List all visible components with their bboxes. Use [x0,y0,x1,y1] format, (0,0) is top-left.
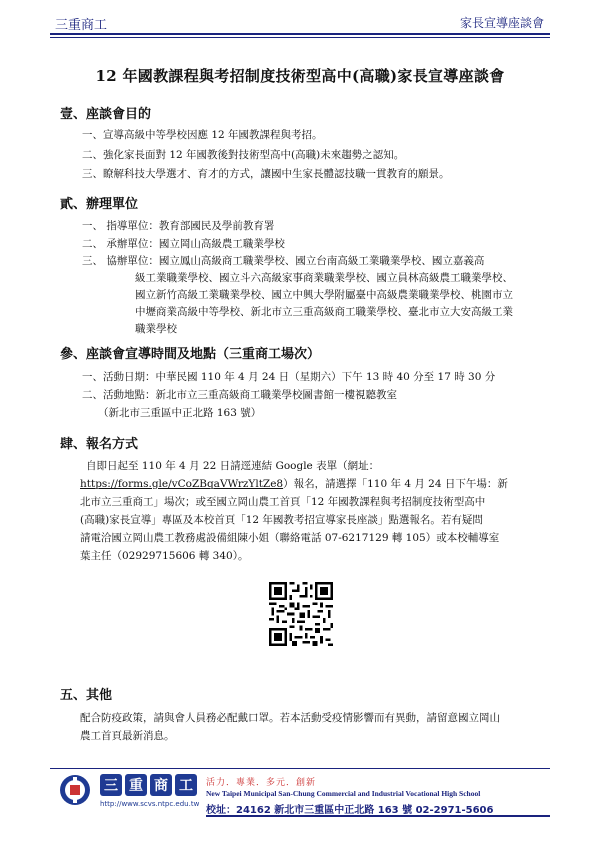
registration-line: 請電洽國立岡山農工教務處設備組陳小姐（聯絡電話 07-6217129 轉 105）或本校輔導室 [80,532,500,544]
header-rule [50,33,550,35]
section-2-item: 三、 協辦單位：國立鳳山高級商工職業學校、國立台南高級工業職業學校、國立嘉義高 [82,255,485,267]
school-website-link[interactable]: http://www.scvs.ntpc.edu.tw [100,800,200,808]
section-1-item: 一、宣導高級中等學校因應 12 年國教課程與考招。 [82,129,323,141]
section-1-item: 三、瞭解科技大學選才、育才的方式，讓國中生家長體認技職一貫教育的願景。 [82,168,450,180]
registration-line: https://forms.gle/vCoZBqaVWrzYltZe8）報名，請選擇「110 年 4 月 24 日下午場：新 [80,478,508,490]
header-school-name: 三重商工 [55,18,108,33]
section-3-item: 二、活動地點：新北市立三重高級商工職業學校圖書館一樓視聽教室 [82,389,397,401]
section-2-item-cont: 級工業職業學校、國立斗六高級家事商業職業學校、國立員林高級農工職業學校、 [135,272,513,284]
school-emblem-icon [58,773,92,807]
school-logo [100,774,197,796]
section-2-item: 二、 承辦單位：國立岡山高級農工職業學校 [82,238,285,250]
footer-rule [50,768,550,769]
section-3-heading: 參、座談會宣導時間及地點（三重商工場次） [60,347,321,362]
qr-code[interactable] [269,582,333,646]
section-2-heading: 貳、辦理單位 [60,197,139,212]
header-rule-thin [50,37,550,38]
logo-char: 重 [125,774,147,796]
school-motto: 活力．專業．多元．創新 [206,778,317,788]
logo-char: 工 [175,774,197,796]
school-english-name: New Taipei Municipal San-Chung Commercial and Industrial Vocational High School [206,789,481,798]
section-1-heading: 壹、座談會目的 [60,107,152,122]
document-title: 12 年國教課程與考招制度技術型高中(高職)家長宣導座談會 [95,67,505,85]
registration-line: 自即日起至 110 年 4 月 22 日請逕連結 Google 表單（網址： [86,460,380,472]
section-3-item: 一、活動日期：中華民國 110 年 4 月 24 日（星期六）下午 13 時 40 分至 17 時 30 分 [82,371,496,383]
other-note-line: 配合防疫政策，請與會人員務必配戴口罩。若本活動受疫情影響而有異動，請留意國立岡山 [80,712,500,724]
section-3-item: （新北市三重區中正北路 163 號） [98,407,262,419]
registration-line: 北市立三重商工」場次；或至國立岡山農工首頁「12 年國教課程與考招制度技術型高中 [80,496,486,508]
other-note-line: 農工首頁最新消息。 [80,730,175,742]
section-1-item: 二、強化家長面對 12 年國教後對技術型高中(高職)未來趨勢之認知。 [82,149,405,161]
section-2-item: 一、 指導單位：教育部國民及學前教育署 [82,220,275,232]
section-2-item-cont: 中壢商業高級中等學校、新北市立三重高級商工職業學校、臺北市立大安高級工業 [135,306,513,318]
logo-char: 商 [150,774,172,796]
google-form-link[interactable]: https://forms.gle/vCoZBqaVWrzYltZe8 [80,478,284,490]
address-rule [206,815,550,817]
header-event-name: 家長宣導座談會 [459,16,544,30]
section-2-item-cont: 國立新竹高級工業職業學校、國立中興大學附屬臺中高級農業職業學校、桃園市立 [135,289,513,301]
section-4-heading: 肆、報名方式 [60,437,139,452]
section-2-item-cont: 職業學校 [135,323,177,335]
school-address: 校址：24162 新北市三重區中正北路 163 號 02-2971-5606 [206,805,494,816]
section-5-heading: 五、其他 [60,688,113,703]
logo-char: 三 [100,774,122,796]
registration-line: (高職)家長宣導」專區及本校首頁「12 年國教考招宣導家長座談」點選報名。若有疑問 [80,514,483,526]
registration-line: 葉主任（02929715606 轉 340）。 [80,550,249,562]
